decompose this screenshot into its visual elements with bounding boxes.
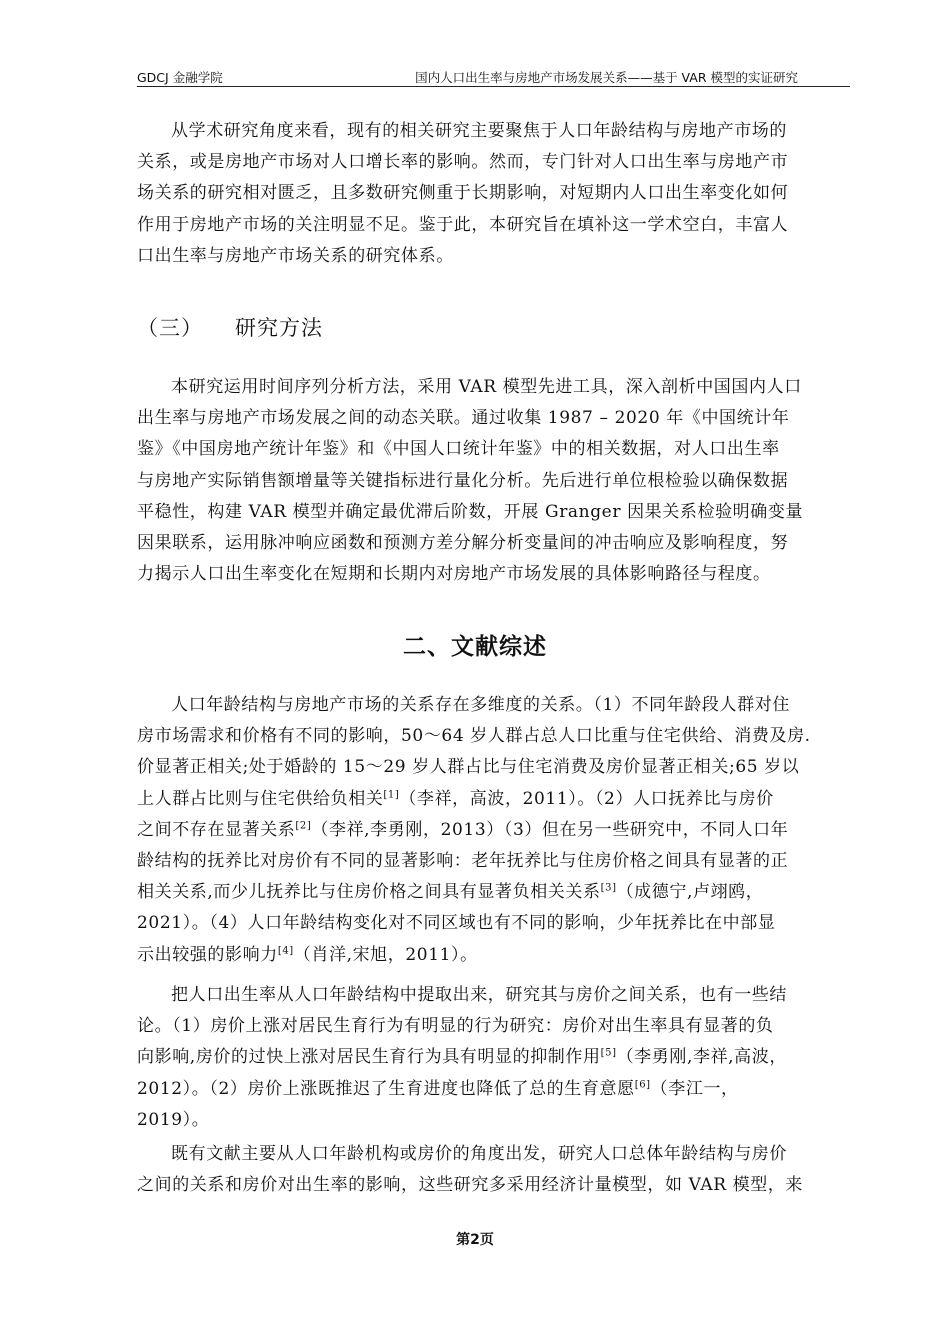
text-line: 龄结构的抚养比对房价有不同的显著影响：老年抚养比与住房价格之间具有显著的正 xyxy=(137,851,789,872)
header-title: 国内人口出生率与房地产市场发展关系——基于 VAR 模型的实证研究 xyxy=(415,70,798,85)
text-line: 把人口出生率从人口年龄结构中提取出来，研究其与房价之间关系，也有一些结 xyxy=(171,985,787,1005)
text-segment: （肖洋,宋旭，2011）。 xyxy=(293,944,478,965)
text-line: 房市场需求和价格有不同的影响，50～64 岁人群占总人口比重与住宅供给、消费及房. xyxy=(137,726,811,747)
text-line xyxy=(137,940,850,971)
text-line: 口出生率与房地产市场关系的研究体系。 xyxy=(137,245,454,266)
running-header xyxy=(137,66,850,87)
citation-ref[interactable]: [2] xyxy=(295,820,312,832)
text-line: 场关系的研究相对匮乏，且多数研究侧重于长期影响，对短期内人口出生率变化如何 xyxy=(137,183,789,204)
text-line: 价显著正相关;处于婚龄的 15～29 岁人群占比与住宅消费及房价显著正相关;65 岁以 xyxy=(137,757,800,778)
section-number: （三） xyxy=(137,316,203,340)
text-line: 2021）。（4）人口年龄结构变化对不同区域也有不同的影响，少年抚养比在中部显 xyxy=(137,913,776,934)
text-segment: （李祥，高波，2011）。（2）人口抚养比与房价 xyxy=(399,788,774,809)
text-segment: 之间不存在显著关系 xyxy=(137,819,296,840)
citation-ref[interactable]: [4] xyxy=(277,944,294,956)
citation-ref[interactable]: [1] xyxy=(383,788,400,800)
text-line: 关系，或是房地产市场对人口增长率的影响。然而，专门针对人口出生率与房地产市 xyxy=(137,152,789,173)
text-line xyxy=(137,1042,850,1073)
text-line: 本研究运用时间序列分析方法，采用 VAR 模型先进工具，深入剖析中国国内人口 xyxy=(171,377,802,397)
citation-ref[interactable]: [6] xyxy=(634,1078,651,1090)
citation-ref[interactable]: [5] xyxy=(600,1047,617,1059)
text-line: 因果联系，运用脉冲响应函数和预测方差分解分析变量间的冲击响应及影响程度，努 xyxy=(137,533,789,554)
text-line xyxy=(137,784,850,815)
page-number: 第2页 xyxy=(456,1232,494,1248)
text-segment: （李江一， xyxy=(650,1078,739,1099)
text-line: 与房地产实际销售额增量等关键指标进行量化分析。先后进行单位根检验以确保数据 xyxy=(137,470,789,491)
text-line: 力揭示人口出生率变化在短期和长期内对房地产市场发展的具体影响路径与程度。 xyxy=(137,564,771,585)
paragraph-method xyxy=(137,372,850,590)
text-line xyxy=(137,1074,850,1105)
text-line: 鉴》《中国房地产统计年鉴》和《中国人口统计年鉴》中的相关数据，对人口出生率 xyxy=(137,439,780,460)
paragraph-age-structure xyxy=(137,690,850,971)
text-line: 既有文献主要从人口年龄机构或房价的角度出发，研究人口总体年龄结构与房价 xyxy=(171,1144,787,1164)
citation-ref[interactable]: [3] xyxy=(600,882,617,894)
text-segment: （成德宁,卢翊鸥， xyxy=(616,882,764,903)
text-line: 论。（1）房价上涨对居民生育行为有明显的行为研究：房价对出生率具有显著的负 xyxy=(137,1016,774,1037)
text-line: 人口年龄结构与房地产市场的关系存在多维度的关系。（1）不同年龄段人群对住 xyxy=(171,695,790,715)
text-line: 出生率与房地产市场发展之间的动态关联。通过收集 1987 – 2020 年《中国统计年 xyxy=(137,408,790,429)
section-heading xyxy=(137,312,323,342)
text-segment: （李勇刚,李祥,高波， xyxy=(616,1047,787,1068)
text-line xyxy=(137,877,850,908)
header-left: GDCJ 金融学院 xyxy=(137,70,223,85)
text-line xyxy=(137,815,850,846)
text-line: 之间的关系和房价对出生率的影响，这些研究多采用经济计量模型，如 VAR 模型，来 xyxy=(137,1175,804,1196)
paragraph-existing-literature xyxy=(137,1139,850,1201)
text-segment: 相关关系,而少儿抚养比与住房价格之间具有显著负相关关系 xyxy=(137,882,601,903)
paragraph-research-gap xyxy=(137,116,850,272)
text-line: 平稳性，构建 VAR 模型并确定最优滞后阶数，开展 Granger 因果关系检验明确变量 xyxy=(137,501,804,522)
text-segment: 示出较强的影响力 xyxy=(137,944,278,965)
paragraph-birth-rate xyxy=(137,980,850,1136)
text-segment: 2012）。（2）房价上涨既推迟了生育进度也降低了总的生育意愿 xyxy=(137,1078,635,1099)
text-segment: （李祥,李勇刚，2013）（3）但在另一些研究中，不同人口年 xyxy=(311,819,789,840)
text-line: 作用于房地产市场的关注明显不足。鉴于此，本研究旨在填补这一学术空白，丰富人 xyxy=(137,214,789,235)
chapter-heading: 二、文献综述 xyxy=(403,634,547,660)
text-segment: 向影响,房价的过快上涨对居民生育行为具有明显的抑制作用 xyxy=(137,1047,601,1068)
text-segment: 上人群占比则与住宅供给负相关 xyxy=(137,788,384,809)
text-line: 2019）。 xyxy=(137,1109,210,1130)
section-title: 研究方法 xyxy=(235,316,323,340)
text-line: 从学术研究角度来看，现有的相关研究主要聚焦于人口年龄结构与房地产市场的 xyxy=(171,121,787,141)
